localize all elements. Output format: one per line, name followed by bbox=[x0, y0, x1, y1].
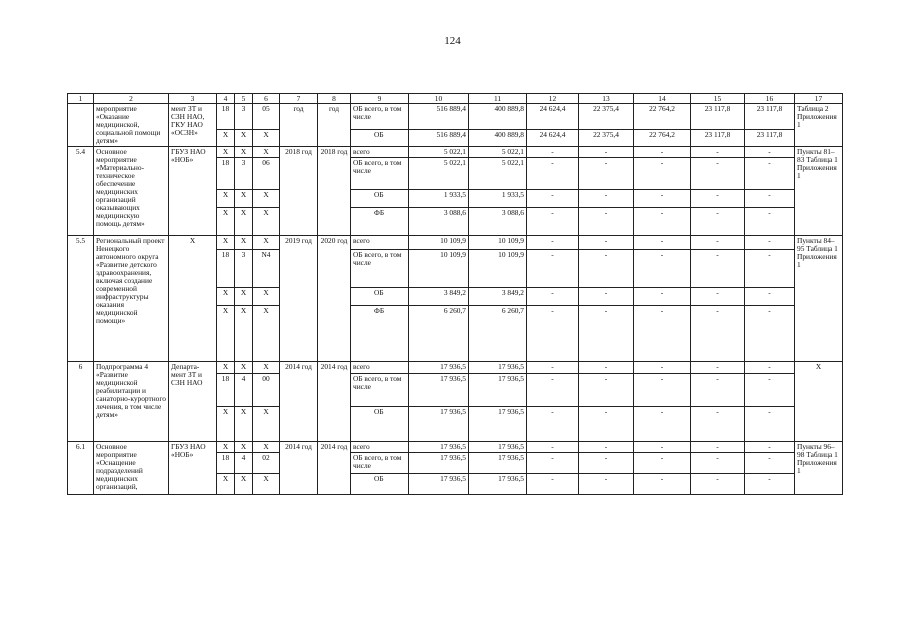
code-subprogram: Х bbox=[235, 146, 253, 157]
year-value: - bbox=[527, 189, 579, 207]
year-value: - bbox=[527, 361, 579, 373]
year-value: - bbox=[579, 157, 634, 189]
reference-note: Пункты 81–83 Таблица 1 Приложения 1 bbox=[795, 146, 843, 235]
end-year: 2014 год bbox=[318, 361, 351, 441]
year-value: - bbox=[745, 305, 795, 361]
year-value: - bbox=[634, 146, 691, 157]
year-value: 17 936,5 bbox=[469, 373, 527, 406]
code-grbs: Х bbox=[217, 235, 235, 249]
code-event: Х bbox=[253, 361, 280, 373]
year-value: - bbox=[745, 189, 795, 207]
year-value: - bbox=[579, 235, 634, 249]
year-value: - bbox=[579, 406, 634, 441]
year-value: 24 624,4 bbox=[527, 104, 579, 130]
code-subprogram: 4 bbox=[235, 452, 253, 473]
code-subprogram: Х bbox=[235, 130, 253, 147]
year-value: - bbox=[579, 305, 634, 361]
year-value: - bbox=[691, 452, 745, 473]
code-subprogram: Х bbox=[235, 305, 253, 361]
year-value: - bbox=[745, 406, 795, 441]
year-value: - bbox=[634, 373, 691, 406]
start-year: 2019 год bbox=[280, 235, 318, 361]
end-year: 2018 год bbox=[318, 146, 351, 235]
column-number-header: 3 bbox=[169, 94, 217, 104]
end-year: 2020 год bbox=[318, 235, 351, 361]
column-number-header: 10 bbox=[409, 94, 469, 104]
year-value: 400 889,8 bbox=[469, 130, 527, 147]
year-value: - bbox=[691, 373, 745, 406]
item-name: Региональный проект Ненецкого автономного округа «Развитие детского здравоохранения, включая создание современной инфраструктуры оказания медицинской помощи» bbox=[94, 235, 169, 361]
code-event: 02 bbox=[253, 452, 280, 473]
code-grbs: 18 bbox=[217, 157, 235, 189]
code-grbs: 18 bbox=[217, 249, 235, 287]
column-number-header: 8 bbox=[318, 94, 351, 104]
year-value: - bbox=[745, 146, 795, 157]
total-value: 17 936,5 bbox=[409, 406, 469, 441]
total-value: 516 889,4 bbox=[409, 104, 469, 130]
year-value: - bbox=[634, 452, 691, 473]
item-executor: ГБУЗ НАО «НОБ» bbox=[169, 146, 217, 235]
column-number-header: 7 bbox=[280, 94, 318, 104]
year-value: - bbox=[745, 249, 795, 287]
year-value: 1 933,5 bbox=[469, 189, 527, 207]
year-value: 23 117,8 bbox=[745, 130, 795, 147]
year-value: - bbox=[634, 473, 691, 494]
year-value: - bbox=[691, 406, 745, 441]
code-event: Х bbox=[253, 473, 280, 494]
item-name: Основное мероприятие «Материально-техническое обеспечение медицинских организаций оказывающих медицинскую помощь детям» bbox=[94, 146, 169, 235]
total-value: 5 022,1 bbox=[409, 157, 469, 189]
table-row bbox=[68, 441, 843, 452]
year-value: - bbox=[527, 287, 579, 305]
funding-source: ОБ bbox=[351, 287, 409, 305]
year-value: - bbox=[579, 373, 634, 406]
year-value: 3 849,2 bbox=[469, 287, 527, 305]
code-subprogram: Х bbox=[235, 189, 253, 207]
year-value: - bbox=[527, 452, 579, 473]
year-value: - bbox=[527, 305, 579, 361]
code-subprogram: Х bbox=[235, 287, 253, 305]
item-executor: Х bbox=[169, 235, 217, 361]
total-value: 516 889,4 bbox=[409, 130, 469, 147]
year-value: 24 624,4 bbox=[527, 130, 579, 147]
year-value: 17 936,5 bbox=[469, 441, 527, 452]
year-value: - bbox=[745, 287, 795, 305]
year-value: - bbox=[691, 305, 745, 361]
code-grbs: Х bbox=[217, 473, 235, 494]
total-value: 6 260,7 bbox=[409, 305, 469, 361]
column-number-header: 5 bbox=[235, 94, 253, 104]
funding-source: всего bbox=[351, 235, 409, 249]
column-number-header: 1 bbox=[68, 94, 94, 104]
year-value: 5 022,1 bbox=[469, 146, 527, 157]
code-grbs: 18 bbox=[217, 104, 235, 130]
item-number: 5.4 bbox=[68, 146, 94, 235]
year-value: - bbox=[745, 441, 795, 452]
year-value: - bbox=[745, 373, 795, 406]
year-value: 22 375,4 bbox=[579, 104, 634, 130]
funding-source: ОБ всего, в том числе bbox=[351, 249, 409, 287]
year-value: - bbox=[527, 249, 579, 287]
column-number-header: 14 bbox=[634, 94, 691, 104]
year-value: - bbox=[527, 406, 579, 441]
funding-source: ОБ bbox=[351, 473, 409, 494]
funding-source: ФБ bbox=[351, 207, 409, 235]
reference-note: Пункты 84–95 Таблица 1 Приложения 1 bbox=[795, 235, 843, 361]
year-value: 17 936,5 bbox=[469, 406, 527, 441]
item-number: 6 bbox=[68, 361, 94, 441]
code-event: 00 bbox=[253, 373, 280, 406]
year-value: - bbox=[579, 441, 634, 452]
end-year: год bbox=[318, 104, 351, 147]
code-subprogram: Х bbox=[235, 441, 253, 452]
code-grbs: 18 bbox=[217, 452, 235, 473]
year-value: - bbox=[527, 373, 579, 406]
year-value: - bbox=[527, 473, 579, 494]
funding-source: ОБ всего, в том числе bbox=[351, 373, 409, 406]
year-value: - bbox=[691, 287, 745, 305]
total-value: 17 936,5 bbox=[409, 473, 469, 494]
year-value: - bbox=[691, 189, 745, 207]
start-year: 2014 год bbox=[280, 441, 318, 494]
reference-note: Таблица 2 Приложения 1 bbox=[795, 104, 843, 147]
year-value: - bbox=[634, 287, 691, 305]
column-number-header: 2 bbox=[94, 94, 169, 104]
table-row bbox=[68, 104, 843, 130]
year-value: 400 889,8 bbox=[469, 104, 527, 130]
column-number-header: 4 bbox=[217, 94, 235, 104]
code-grbs: Х bbox=[217, 207, 235, 235]
year-value: 10 109,9 bbox=[469, 249, 527, 287]
year-value: - bbox=[634, 361, 691, 373]
item-executor: ГБУЗ НАО «НОБ» bbox=[169, 441, 217, 494]
year-value: - bbox=[634, 249, 691, 287]
column-number-header: 13 bbox=[579, 94, 634, 104]
item-number: 5.5 bbox=[68, 235, 94, 361]
year-value: 23 117,8 bbox=[691, 104, 745, 130]
year-value: - bbox=[579, 146, 634, 157]
item-number bbox=[68, 104, 94, 147]
code-subprogram: 3 bbox=[235, 104, 253, 130]
year-value: - bbox=[634, 207, 691, 235]
code-event: N4 bbox=[253, 249, 280, 287]
code-subprogram: 4 bbox=[235, 373, 253, 406]
year-value: - bbox=[691, 235, 745, 249]
code-event: Х bbox=[253, 406, 280, 441]
code-grbs: 18 bbox=[217, 373, 235, 406]
total-value: 17 936,5 bbox=[409, 441, 469, 452]
code-grbs: Х bbox=[217, 146, 235, 157]
code-event: 06 bbox=[253, 157, 280, 189]
code-event: Х bbox=[253, 146, 280, 157]
year-value: - bbox=[691, 361, 745, 373]
year-value: - bbox=[745, 157, 795, 189]
year-value: 3 088,6 bbox=[469, 207, 527, 235]
year-value: - bbox=[691, 157, 745, 189]
column-number-header: 6 bbox=[253, 94, 280, 104]
code-event: Х bbox=[253, 207, 280, 235]
total-value: 10 109,9 bbox=[409, 249, 469, 287]
funding-source: ОБ bbox=[351, 130, 409, 147]
column-number-header: 16 bbox=[745, 94, 795, 104]
year-value: - bbox=[691, 473, 745, 494]
year-value: - bbox=[634, 235, 691, 249]
year-value: 5 022,1 bbox=[469, 157, 527, 189]
funding-source: ОБ всего, в том числе bbox=[351, 104, 409, 130]
funding-source: ОБ bbox=[351, 189, 409, 207]
year-value: 22 764,2 bbox=[634, 130, 691, 147]
year-value: - bbox=[691, 146, 745, 157]
year-value: - bbox=[527, 146, 579, 157]
funding-source: всего bbox=[351, 441, 409, 452]
year-value: - bbox=[527, 157, 579, 189]
column-number-header: 9 bbox=[351, 94, 409, 104]
column-number-header: 12 bbox=[527, 94, 579, 104]
year-value: 17 936,5 bbox=[469, 452, 527, 473]
funding-source: ОБ всего, в том числе bbox=[351, 157, 409, 189]
year-value: - bbox=[691, 249, 745, 287]
table-row bbox=[68, 235, 843, 249]
year-value: - bbox=[745, 361, 795, 373]
funding-source: ФБ bbox=[351, 305, 409, 361]
code-event: Х bbox=[253, 235, 280, 249]
funding-source: всего bbox=[351, 146, 409, 157]
year-value: 22 375,4 bbox=[579, 130, 634, 147]
code-subprogram: Х bbox=[235, 361, 253, 373]
total-value: 5 022,1 bbox=[409, 146, 469, 157]
code-event: Х bbox=[253, 441, 280, 452]
year-value: 23 117,8 bbox=[745, 104, 795, 130]
total-value: 17 936,5 bbox=[409, 361, 469, 373]
table-row bbox=[68, 146, 843, 157]
year-value: - bbox=[579, 207, 634, 235]
code-event: Х bbox=[253, 305, 280, 361]
code-subprogram: 3 bbox=[235, 157, 253, 189]
funding-source: ОБ всего, в том числе bbox=[351, 452, 409, 473]
item-name: Основное мероприятие «Оснащение подразделений медицинских организаций, bbox=[94, 441, 169, 494]
year-value: - bbox=[745, 473, 795, 494]
year-value: - bbox=[634, 305, 691, 361]
year-value: - bbox=[691, 441, 745, 452]
budget-table bbox=[67, 93, 843, 495]
reference-note: Х bbox=[795, 361, 843, 441]
code-event: Х bbox=[253, 130, 280, 147]
year-value: - bbox=[745, 452, 795, 473]
reference-note: Пункты 96–98 Таблица 1 Приложения 1 bbox=[795, 441, 843, 494]
year-value: - bbox=[579, 452, 634, 473]
year-value: 23 117,8 bbox=[691, 130, 745, 147]
total-value: 3 849,2 bbox=[409, 287, 469, 305]
item-name: мероприятие «Оказание медицинской, социальной помощи детям» bbox=[94, 104, 169, 147]
total-value: 10 109,9 bbox=[409, 235, 469, 249]
year-value: 10 109,9 bbox=[469, 235, 527, 249]
column-number-header: 11 bbox=[469, 94, 527, 104]
item-name: Подпрограмма 4 «Развитие медицинской реабилитации и санаторно-курортного лечения, в том числе детям» bbox=[94, 361, 169, 441]
year-value: - bbox=[527, 441, 579, 452]
code-event: 05 bbox=[253, 104, 280, 130]
total-value: 17 936,5 bbox=[409, 452, 469, 473]
column-number-header: 17 bbox=[795, 94, 843, 104]
code-event: Х bbox=[253, 287, 280, 305]
total-value: 17 936,5 bbox=[409, 373, 469, 406]
total-value: 3 088,6 bbox=[409, 207, 469, 235]
year-value: - bbox=[579, 249, 634, 287]
start-year: год bbox=[280, 104, 318, 147]
code-grbs: Х bbox=[217, 189, 235, 207]
code-grbs: Х bbox=[217, 305, 235, 361]
year-value: - bbox=[527, 207, 579, 235]
total-value: 1 933,5 bbox=[409, 189, 469, 207]
column-number-header: 15 bbox=[691, 94, 745, 104]
year-value: - bbox=[634, 406, 691, 441]
code-grbs: Х bbox=[217, 361, 235, 373]
year-value: 17 936,5 bbox=[469, 361, 527, 373]
code-subprogram: Х bbox=[235, 473, 253, 494]
header-row bbox=[68, 94, 843, 104]
year-value: - bbox=[691, 207, 745, 235]
year-value: - bbox=[527, 235, 579, 249]
table-row bbox=[68, 361, 843, 373]
code-event: Х bbox=[253, 189, 280, 207]
code-grbs: Х bbox=[217, 287, 235, 305]
year-value: 6 260,7 bbox=[469, 305, 527, 361]
code-subprogram: Х bbox=[235, 207, 253, 235]
code-grbs: Х bbox=[217, 406, 235, 441]
year-value: - bbox=[745, 235, 795, 249]
code-grbs: Х bbox=[217, 441, 235, 452]
year-value: - bbox=[634, 189, 691, 207]
year-value: - bbox=[634, 441, 691, 452]
year-value: - bbox=[579, 473, 634, 494]
start-year: 2014 год bbox=[280, 361, 318, 441]
page-number: 124 bbox=[444, 35, 461, 47]
start-year: 2018 год bbox=[280, 146, 318, 235]
funding-source: всего bbox=[351, 361, 409, 373]
funding-source: ОБ bbox=[351, 406, 409, 441]
year-value: 22 764,2 bbox=[634, 104, 691, 130]
year-value: - bbox=[579, 361, 634, 373]
code-subprogram: Х bbox=[235, 235, 253, 249]
code-subprogram: Х bbox=[235, 406, 253, 441]
item-executor: мент ЗТ и СЗН НАО, ГКУ НАО «ОСЗН» bbox=[169, 104, 217, 147]
end-year: 2014 год bbox=[318, 441, 351, 494]
year-value: - bbox=[745, 207, 795, 235]
year-value: - bbox=[579, 189, 634, 207]
item-executor: Департа-мент ЗТ и СЗН НАО bbox=[169, 361, 217, 441]
year-value: - bbox=[634, 157, 691, 189]
code-subprogram: 3 bbox=[235, 249, 253, 287]
item-number: 6.1 bbox=[68, 441, 94, 494]
code-grbs: Х bbox=[217, 130, 235, 147]
year-value: - bbox=[579, 287, 634, 305]
year-value: 17 936,5 bbox=[469, 473, 527, 494]
